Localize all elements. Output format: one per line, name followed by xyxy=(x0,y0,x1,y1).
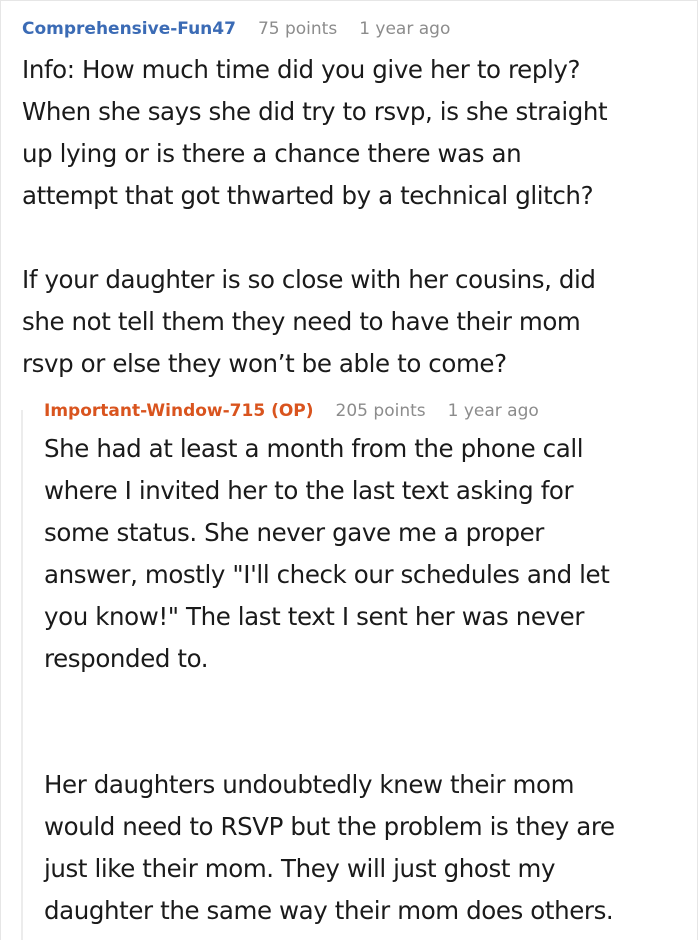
text-line: Her daughters undoubtedly knew their mom xyxy=(44,770,575,799)
text-line: When she says she did try to rsvp, is she straight xyxy=(22,97,608,126)
reply-meta xyxy=(44,401,539,421)
reply-body xyxy=(44,428,615,932)
comment-author-link[interactable]: Comprehensive-Fun47 xyxy=(22,19,236,39)
text-line xyxy=(44,680,615,722)
reply-time: 1 year ago xyxy=(447,401,539,421)
text-line: just like their mom. They will just ghost my xyxy=(44,854,556,883)
text-line: answer, mostly "I'll check our schedules and let xyxy=(44,560,610,589)
comment-body xyxy=(22,49,607,385)
text-line: attempt that got thwarted by a technical glitch? xyxy=(22,181,594,210)
text-line: would need to RSVP but the problem is they are xyxy=(44,812,615,841)
text-line: rsvp or else they won’t be able to come? xyxy=(22,349,507,378)
reply-thread-line xyxy=(21,410,23,940)
text-line: up lying or is there a chance there was an xyxy=(22,139,522,168)
text-line: you know!" The last text I sent her was never xyxy=(44,602,584,631)
comment-points: 75 points xyxy=(257,19,338,39)
text-line: responded to. xyxy=(44,644,209,673)
text-line: If your daughter is so close with her cousins, did xyxy=(22,265,596,294)
reply-author-link[interactable]: Important-Window-715 (OP) xyxy=(44,401,314,421)
text-line: she not tell them they need to have their mom xyxy=(22,307,581,336)
text-line: some status. She never gave me a proper xyxy=(44,518,544,547)
comment-time: 1 year ago xyxy=(359,19,451,39)
text-line: where I invited her to the last text asking for xyxy=(44,476,574,505)
comment-meta xyxy=(22,19,450,39)
text-line xyxy=(44,722,615,764)
text-line: She had at least a month from the phone call xyxy=(44,434,584,463)
text-line: Info: How much time did you give her to reply? xyxy=(22,55,581,84)
reply-points: 205 points xyxy=(335,401,426,421)
text-line: daughter the same way their mom does others. xyxy=(44,896,614,925)
text-line xyxy=(22,217,607,259)
